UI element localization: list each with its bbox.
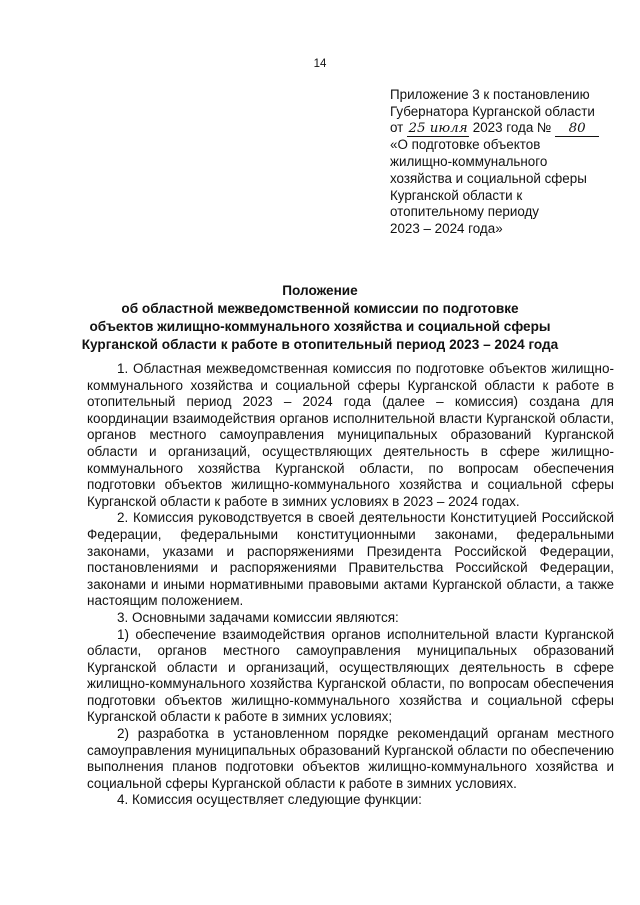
appendix-title-line: 2023 – 2024 года» <box>390 220 503 236</box>
appendix-title-line: «О подготовке объектов <box>390 137 541 153</box>
paragraph-4: 4. Комиссия осуществляет следующие функции: <box>117 792 422 808</box>
appendix-title-line: жилищно-коммунального <box>390 154 548 170</box>
page-number: 14 <box>313 58 327 70</box>
appendix-title-line: Курганской области к <box>390 187 523 203</box>
handwritten-date: 25 июля <box>408 121 468 137</box>
paragraph-1: 1. Областная межведомственная комиссия по подготовке объектов жилищно-коммунального хозяйства и социальной сферы Курганской области к работе в отопительный период 2023 – 2024 года (далее – комиссия) создана для координации взаимодействия органов исполнительной власти Курганской области, органов местного самоуправления муниципальных образований Курганской области и организаций, осуществляющих деятельность в сфере жилищно-коммунального хозяйства Курганской области, по вопросам обеспечения подготовки объектов жилищно-коммунального хозяйства и социальной сферы Курганской области к работе в зимних условиях в 2023 – 2024 годах. <box>87 361 614 509</box>
title-line-3: объектов жилищно-коммунального хозяйства и социальной сферы <box>89 319 551 334</box>
title-line-2: об областной межведомственной комиссии по подготовке <box>121 301 519 316</box>
paragraph-2: 2. Комиссия руководствуется в своей деятельности Конституцией Российской Федерации, федеральными конституционными законами, федеральными законами, указами и распоряжениями Президента Российской Федерации, постановлениями и распоряжениями Правительства Российской Федерации, законами и иными нормативными правовыми актами Курганской области, а также настоящим положением. <box>87 510 614 609</box>
document-body <box>87 361 614 809</box>
title-line-4: Курганской области к работе в отопительный период 2023 – 2024 года <box>81 337 559 352</box>
date-prefix: от <box>390 120 404 136</box>
document-title <box>0 282 640 354</box>
appendix-line-2: Губернатора Курганской области <box>390 103 595 119</box>
appendix-title-line: хозяйства и социальной сферы <box>390 170 587 186</box>
title-line-1: Положение <box>282 283 358 298</box>
handwritten-number: 80 <box>555 122 599 137</box>
paragraph-3-2: 2) разработка в установленном порядке рекомендаций органам местного самоуправления муниципальных образований Курганской области по обеспечению выполнения планов подготовки объектов жилищно-коммунального хозяйства и социальной сферы Курганской области к работе в зимних условиях. <box>87 726 614 791</box>
appendix-title-line: отопительному периоду <box>390 204 539 220</box>
appendix-line-1: Приложение 3 к постановлению <box>390 87 590 102</box>
appendix-block <box>390 87 620 238</box>
appendix-date-line <box>390 120 620 137</box>
date-suffix: 2023 года № <box>472 120 552 136</box>
paragraph-3: 3. Основными задачами комиссии являются: <box>117 609 399 625</box>
paragraph-3-1: 1) обеспечение взаимодействия органов исполнительной власти Курганской области, органов местного самоуправления муниципальных образований Курганской области и организаций, осуществляющих деятельность в сфере жилищно-коммунального хозяйства Курганской области, по вопросам обеспечения подготовки объектов жилищно-коммунального хозяйства и социальной сферы Курганской области к работе в зимних условиях; <box>87 626 614 725</box>
